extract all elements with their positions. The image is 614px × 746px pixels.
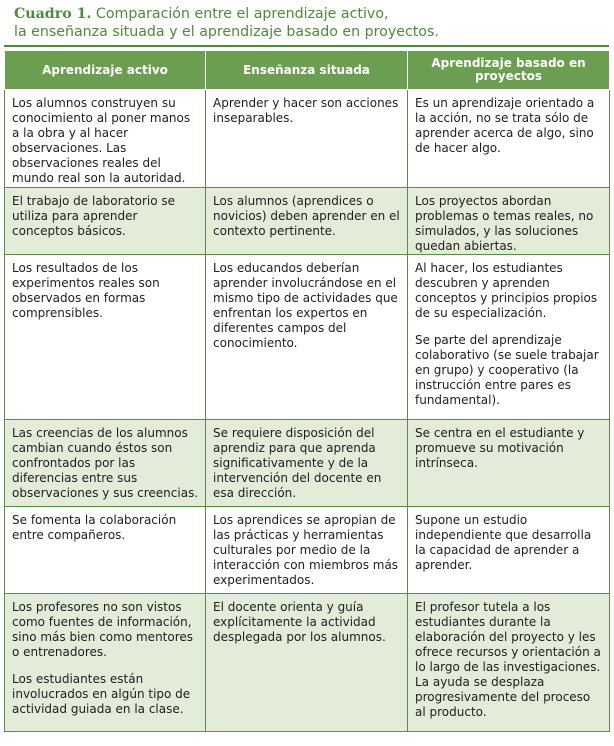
table-row: [5, 420, 610, 507]
table-row: [5, 90, 610, 188]
header-row: [5, 51, 610, 90]
header-project-based-learning: Aprendizaje basado en proyectos: [408, 51, 610, 90]
comparison-table: [4, 50, 610, 732]
cell-paragraph: El docente orienta y guía explícitamente la actividad desplegada por los alumnos.: [213, 600, 386, 644]
table-caption: [14, 6, 609, 41]
cell-situated-teaching: [206, 420, 408, 507]
cell-active-learning: [5, 188, 206, 255]
table-row: [5, 255, 610, 420]
cell-paragraph: Los educandos deberían aprender involucrándose en el mismo tipo de actividades que enfrentan los expertos en diferentes campos del conocimiento.: [213, 261, 398, 350]
cell-situated-teaching: [206, 188, 408, 255]
caption-title-line1: Comparación entre el aprendizaje activo,: [91, 6, 389, 22]
caption-title-line2: la enseñanza situada y el aprendizaje basado en proyectos.: [14, 23, 439, 40]
cell-active-learning: [5, 90, 206, 188]
cell-project-based-learning: [408, 255, 610, 420]
table-row: [5, 507, 610, 594]
cell-paragraph: Los alumnos (aprendices o novicios) deben aprender en el contexto pertinente.: [213, 194, 400, 238]
header-situated-teaching: Enseñanza situada: [206, 51, 408, 90]
cell-paragraph: Los resultados de los experimentos reales son observados en formas comprensibles.: [12, 261, 160, 320]
cell-paragraph: Los profesores no son vistos como fuentes de información, sino más bien como mentores o entrenadores.: [12, 600, 194, 659]
cell-project-based-learning: [408, 188, 610, 255]
cell-project-based-learning: [408, 594, 610, 732]
cell-paragraph: El trabajo de laboratorio se utiliza para aprender conceptos básicos.: [12, 194, 176, 238]
cell-situated-teaching: [206, 507, 408, 594]
cell-paragraph: Se fomenta la colaboración entre compañeros.: [12, 513, 177, 542]
cell-paragraph: Aprender y hacer son acciones inseparables.: [213, 96, 399, 125]
cell-project-based-learning: [408, 420, 610, 507]
cell-active-learning: [5, 420, 206, 507]
cell-paragraph: El profesor tutela a los estudiantes durante la elaboración del proyecto y les ofrece recursos y orientación a lo largo de las investigaciones. La ayuda se desplaza progresivamente del proceso al producto.: [415, 600, 601, 719]
table-row: [5, 188, 610, 255]
header-active-learning: Aprendizaje activo: [5, 51, 206, 90]
cell-paragraph: Al hacer, los estudiantes descubren y aprenden conceptos y principios propios de su especialización.: [415, 261, 598, 320]
table-row: [5, 594, 610, 732]
cell-paragraph: Es un aprendizaje orientado a la acción, no se trata sólo de aprender acerca de algo, sino de hacer algo.: [415, 96, 595, 155]
cell-paragraph: Se centra en el estudiante y promueve su motivación intrínseca.: [415, 426, 585, 470]
cell-active-learning: [5, 255, 206, 420]
caption-divider: [4, 45, 609, 47]
cell-paragraph: Se parte del aprendizaje colaborativo (se suele trabajar en grupo) y cooperativo (la instrucción entre pares es fundamental).: [415, 333, 599, 407]
cell-paragraph: Los aprendices se apropian de las prácticas y herramientas culturales por medio de la interacción con miembros más experimentados.: [213, 513, 399, 587]
cell-project-based-learning: [408, 90, 610, 188]
cell-situated-teaching: [206, 255, 408, 420]
caption-label: Cuadro 1.: [14, 6, 92, 22]
cell-project-based-learning: [408, 507, 610, 594]
cell-paragraph: Las creencias de los alumnos cambian cuando éstos son confrontados por las diferencias entre sus observaciones y sus creencias.: [12, 426, 199, 500]
cell-situated-teaching: [206, 90, 408, 188]
cell-paragraph: Se requiere disposición del aprendiz para que aprenda significativamente y de la intervención del docente en esa dirección.: [213, 426, 382, 500]
cell-situated-teaching: [206, 594, 408, 732]
cell-active-learning: [5, 594, 206, 732]
cell-paragraph: Los estudiantes están involucrados en algún tipo de actividad guiada en la clase.: [12, 672, 191, 716]
cell-active-learning: [5, 507, 206, 594]
cell-paragraph: Los proyectos abordan problemas o temas reales, no simulados, y las soluciones quedan abiertas.: [415, 194, 594, 253]
cell-paragraph: Los alumnos construyen su conocimiento al poner manos a la obra y al hacer observaciones. Las observaciones reales del mundo real son la autoridad.: [12, 96, 191, 185]
cell-paragraph: Supone un estudio independiente que desarrolla la capacidad de aprender a aprender.: [415, 513, 592, 572]
